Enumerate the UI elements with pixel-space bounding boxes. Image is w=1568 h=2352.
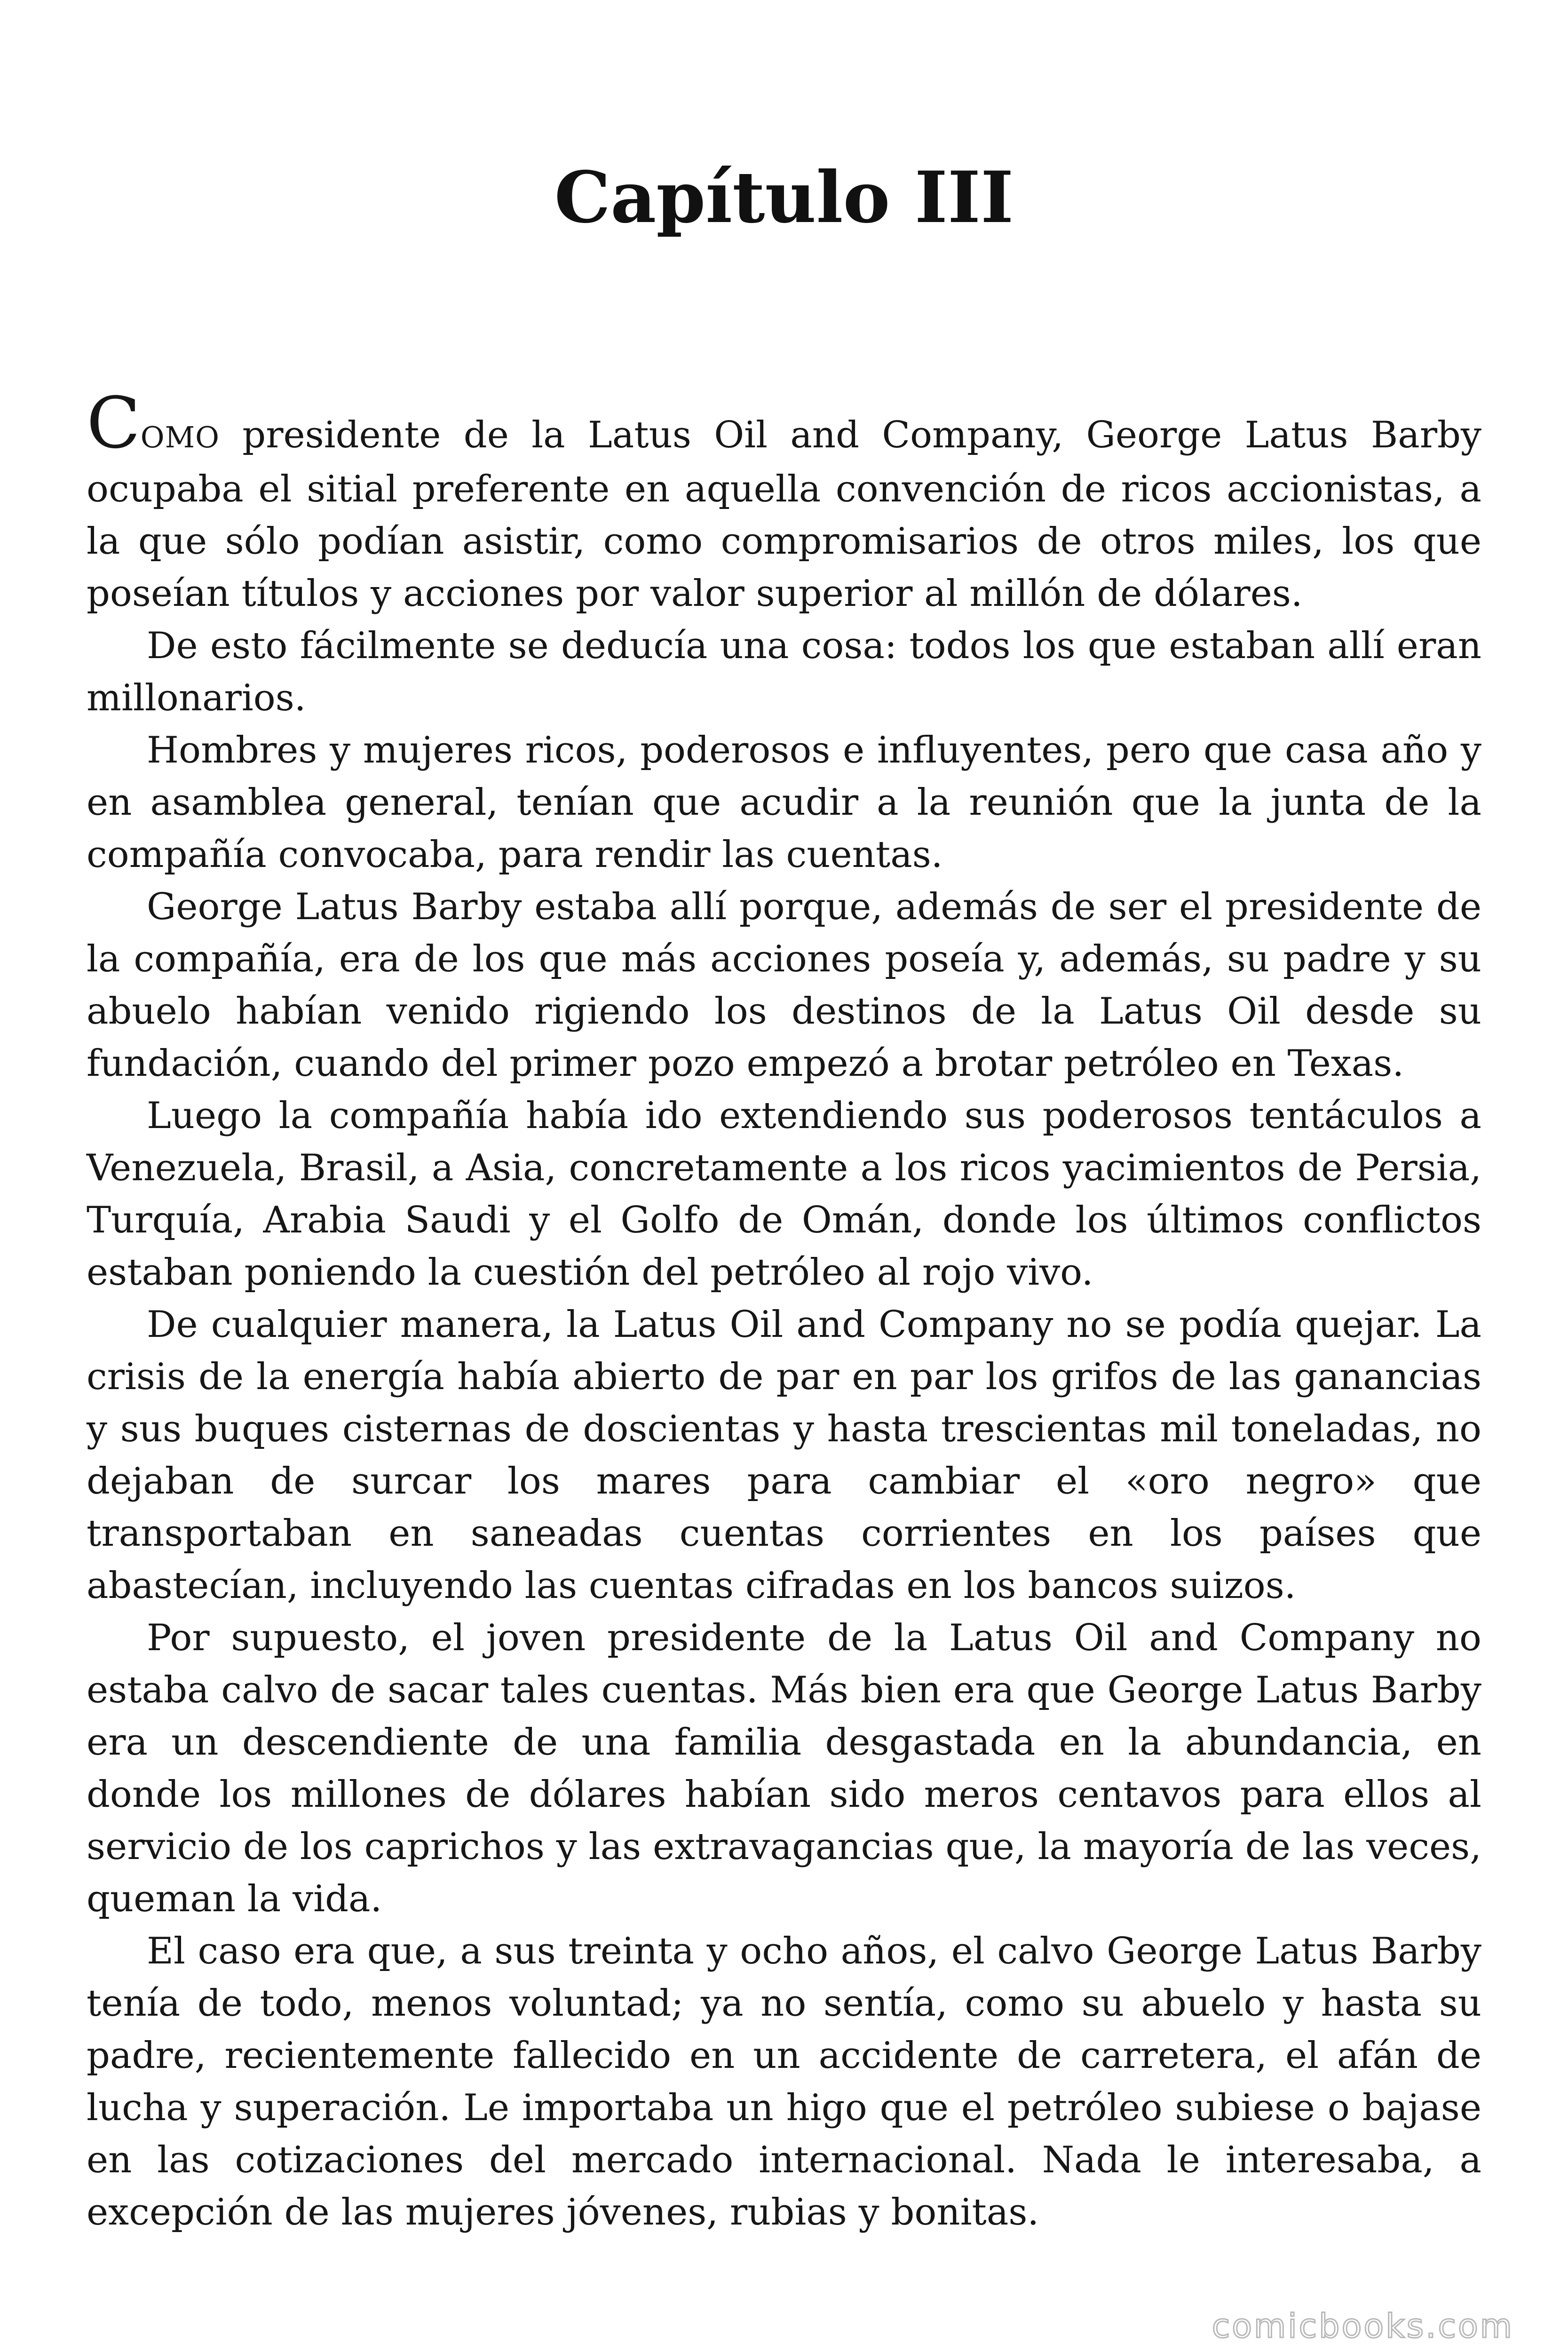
opening-paragraph-text: presidente de la Latus Oil and Company, George Latus Barby ocupaba el sitial preferente en aquella convención de ricos accionistas, a la que sólo podían asistir, como compromisarios de otros miles, los que poseían títulos y acciones por valor superior al millón de dólares. [87,414,1481,615]
opening-paragraph [87,382,1481,620]
chapter-title: Capítulo III [554,156,1014,239]
drop-cap: C [87,382,141,464]
paragraph: Por supuesto, el joven presidente de la Latus Oil and Company no estaba calvo de sacar tales cuentas. Más bien era que George Latus Barby era un descendiente de una familia desgastada en la abundancia, en donde los millones de dólares habían sido meros centavos para ellos al servicio de los caprichos y las extravagancias que, la mayoría de las veces, queman la vida. [87,1617,1481,1920]
chapter-body [87,382,1481,2239]
paragraph: Luego la compañía había ido extendiendo sus poderosos tentáculos a Venezuela, Brasil, a Asia, concretamente a los ricos yacimientos de Persia, Turquía, Arabia Saudi y el Golfo de Omán, donde los últimos conflictos estaban poniendo la cuestión del petróleo al rojo vivo. [87,1095,1481,1294]
watermark: comicbooks.com [1212,2307,1514,2345]
paragraph: De cualquier manera, la Latus Oil and Company no se podía quejar. La crisis de la energía había abierto de par en par los grifos de las ganancias y sus buques cisternas de doscientas y hasta trescientas mil toneladas, no dejaban de surcar los mares para cambiar el «oro negro» que transportaban en saneadas cuentas corrientes en los países que abastecían, incluyendo las cuentas cifradas en los bancos suizos. [87,1303,1481,1607]
small-caps-lead: OMO [140,420,220,454]
paragraph: Hombres y mujeres ricos, poderosos e influyentes, pero que casa año y en asamblea general, tenían que acudir a la reunión que la junta de la compañía convocaba, para rendir las cuentas. [87,729,1481,876]
paragraph: De esto fácilmente se deducía una cosa: todos los que estaban allí eran millonarios. [87,625,1481,719]
paragraph: George Latus Barby estaba allí porque, además de ser el presidente de la compañía, era de los que más acciones poseía y, además, su padre y su abuelo habían venido rigiendo los destinos de la Latus Oil desde su fundación, cuando del primer pozo empezó a brotar petróleo en Texas. [87,886,1481,1085]
paragraph: El caso era que, a sus treinta y ocho años, el calvo George Latus Barby tenía de todo, menos voluntad; ya no sentía, como su abuelo y hasta su padre, recientemente fallecido en un accidente de carretera, el afán de lucha y superación. Le importaba un higo que el petróleo subiese o bajase en las cotizaciones del mercado internacional. Nada le interesaba, a excepción de las mujeres jóvenes, rubias y bonitas. [87,1930,1481,2233]
